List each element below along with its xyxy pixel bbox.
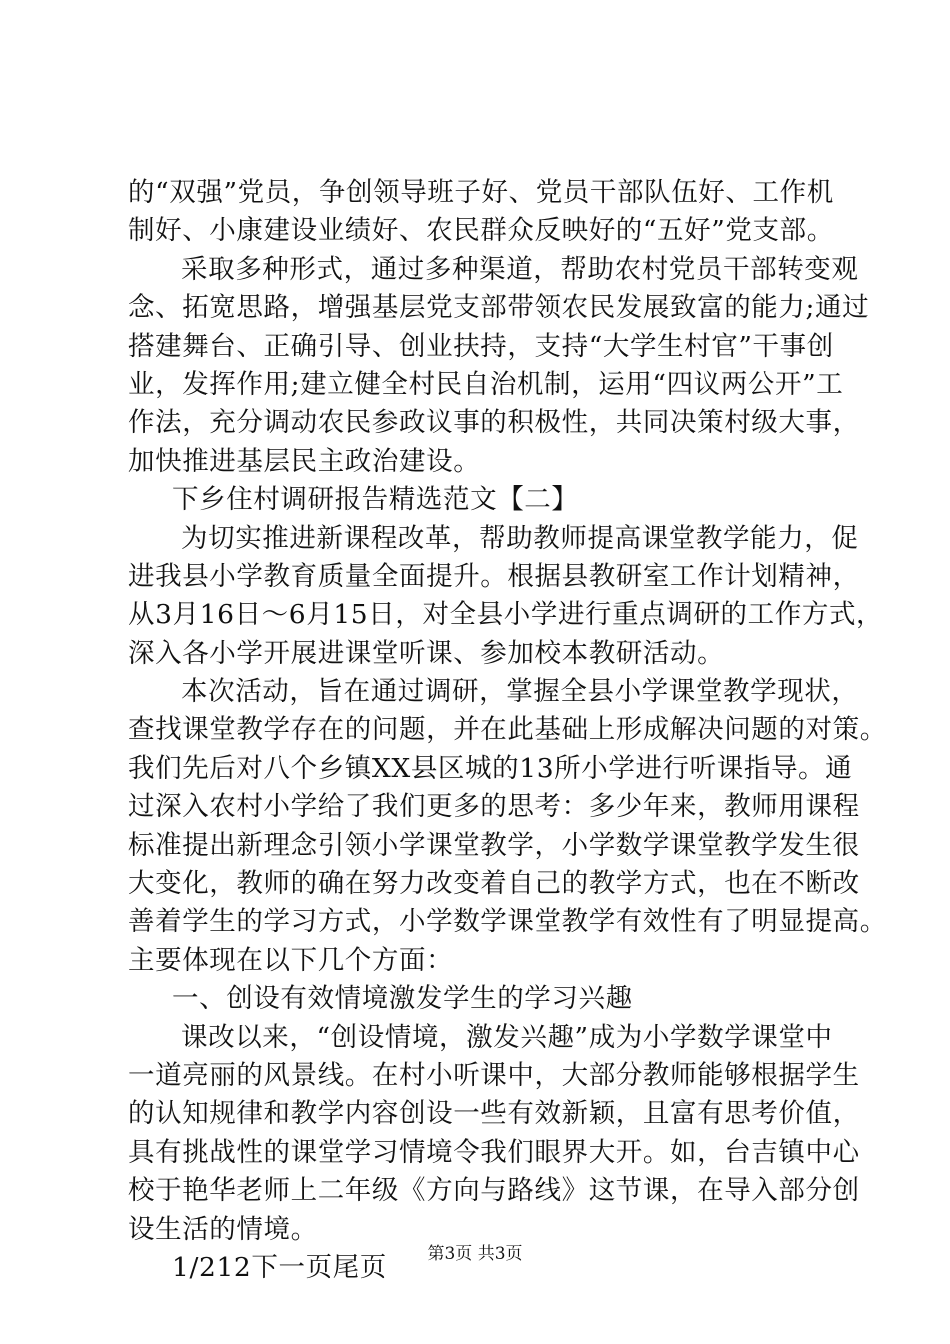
text-line: 深入各小学开展进课堂听课、参加校本教研活动。 [128,637,725,669]
text-line: 的认知规律和教学内容创设一些有效新颖，且富有思考价值， [128,1098,860,1130]
text-line: 过深入农村小学给了我们更多的思考：多少年来，教师用课程 [128,791,860,823]
text-line: 作法，充分调动农民参政议事的积极性，共同决策村级大事， [128,407,860,439]
text-line: 校于艳华老师上二年级《方向与路线》这节课，在导入部分创 [128,1175,860,1207]
text-line: 课改以来，“创设情境，激发兴趣”成为小学数学课堂中 [181,1021,833,1053]
text-line: 从3月16日～6月15日，对全县小学进行重点调研的工作方式， [128,599,884,631]
page-footer: 第3页 共3页 [427,1244,523,1264]
pagination-text: 1/212下一页尾页 [172,1251,387,1283]
text-line: 念、拓宽思路，增强基层党支部带领农民发展致富的能力;通过 [128,292,870,324]
text-line: 查找课堂教学存在的问题，并在此基础上形成解决问题的对策。 [128,714,887,746]
text-line: 具有挑战性的课堂学习情境令我们眼界大开。如，台吉镇中心 [128,1136,860,1168]
text-line: 业，发挥作用;建立健全村民自治机制，运用“四议两公开”工 [128,368,844,400]
subsection-heading: 一、创设有效情境激发学生的学习兴趣 [172,983,633,1015]
text-line: 本次活动，旨在通过调研，掌握全县小学课堂教学现状， [181,676,859,708]
text-line: 善着学生的学习方式，小学数学课堂教学有效性有了明显提高。 [128,906,887,938]
text-line: 大变化，教师的确在努力改变着自己的教学方式，也在不断改 [128,868,860,900]
text-line: 设生活的情境。 [128,1213,318,1245]
text-line: 搭建舞台、正确引导、创业扶持，支持“大学生村官”干事创 [128,330,834,362]
text-line: 制好、小康建设业绩好、农民群众反映好的“五好”党支部。 [128,215,834,247]
text-line: 加快推进基层民主政治建设。 [128,445,481,477]
text-line: 为切实推进新课程改革，帮助教师提高课堂教学能力，促 [181,522,859,554]
text-line: 标准提出新理念引领小学课堂教学，小学数学课堂教学发生很 [128,829,860,861]
text-line: 我们先后对八个乡镇XX县区城的13所小学进行听课指导。通 [128,752,853,784]
text-line: 的“双强”党员，争创领导班子好、党员干部队伍好、工作机 [128,177,834,208]
text-line: 采取多种形式，通过多种渠道，帮助农村党员干部转变观 [181,253,859,285]
text-line: 主要体现在以下几个方面： [128,944,454,976]
document-body [128,174,887,1287]
section-heading: 下乡住村调研报告精选范文【二】 [172,484,579,516]
text-line: 进我县小学教育质量全面提升。根据县教研室工作计划精神， [128,560,860,592]
text-line: 一道亮丽的风景线。在村小听课中，大部分教师能够根据学生 [128,1059,860,1091]
